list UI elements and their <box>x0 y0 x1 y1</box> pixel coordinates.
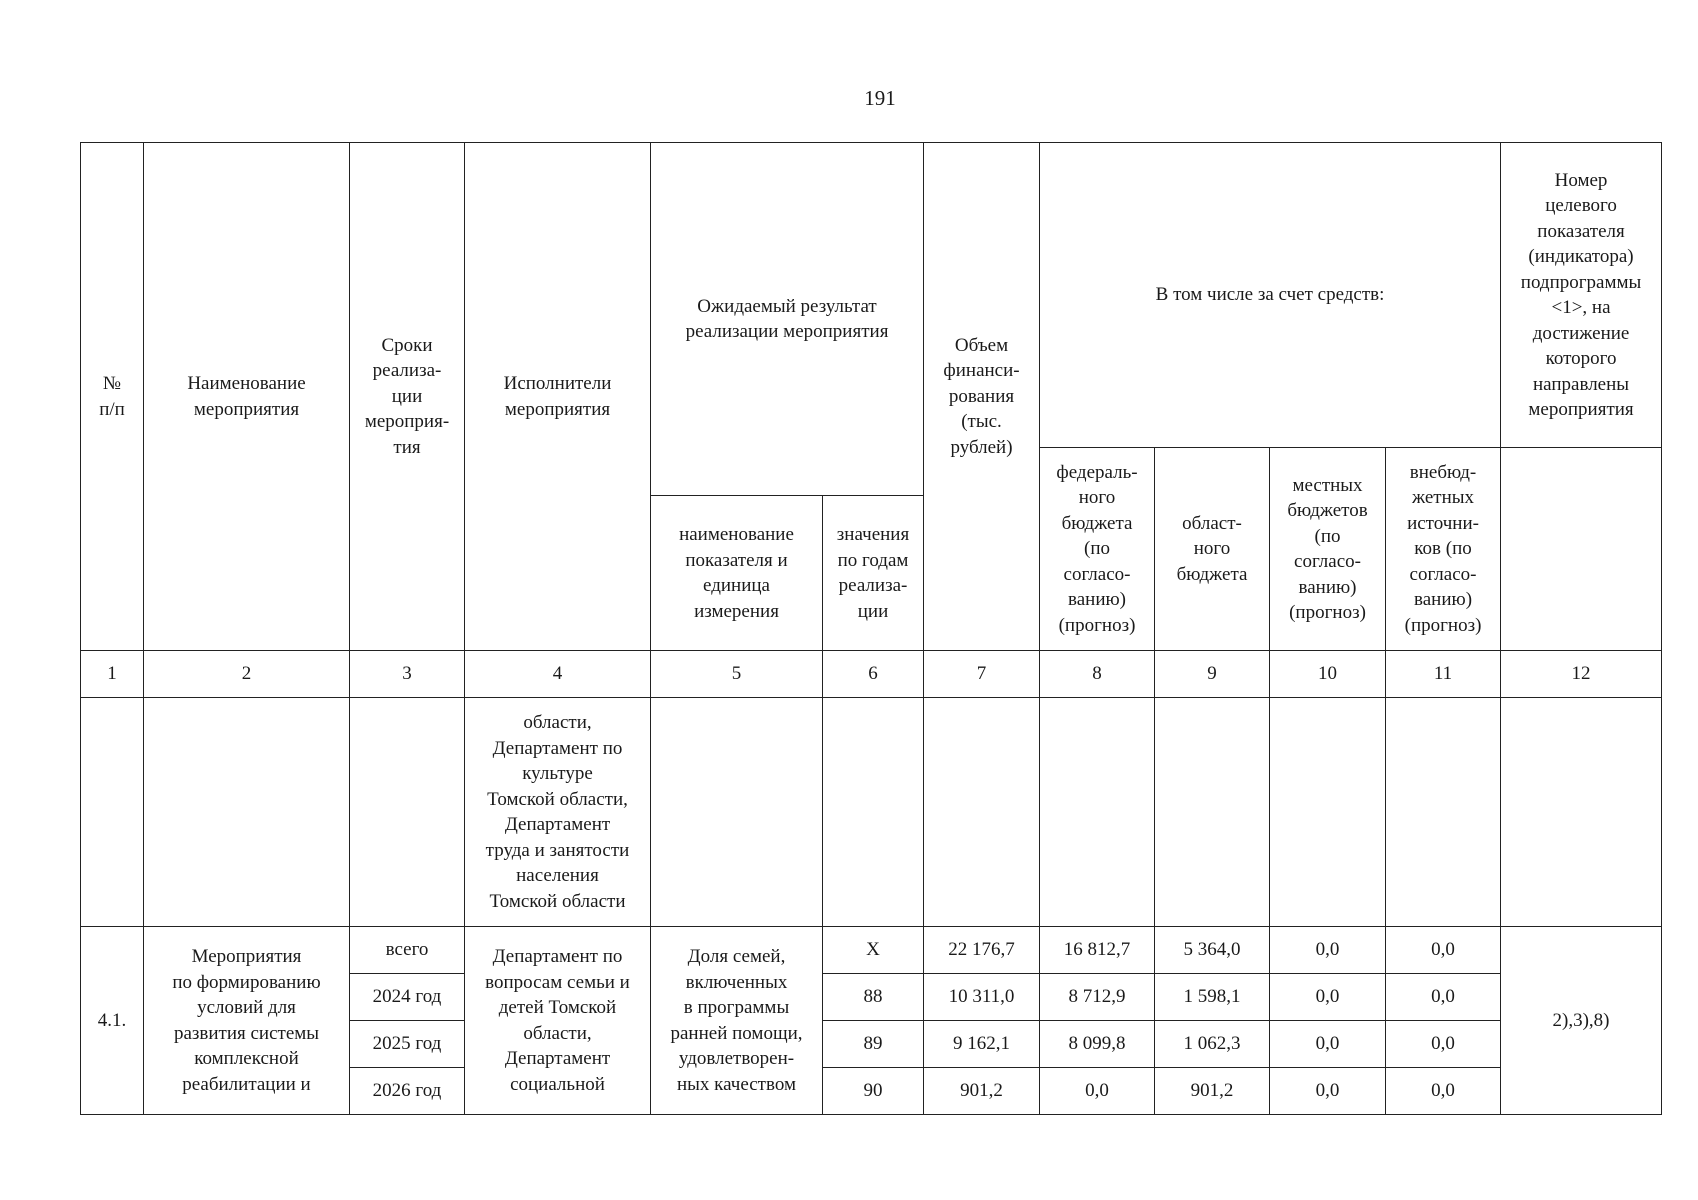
col-number: 11 <box>1386 651 1501 698</box>
item-volume: 22 176,7 <box>924 927 1040 974</box>
item-volume: 9 162,1 <box>924 1021 1040 1068</box>
header-regional: област- ного бюджета <box>1155 448 1270 651</box>
program-table <box>80 142 1662 1115</box>
header-terms: Сроки реализа- ции мероприя- тия <box>350 143 465 651</box>
item-value: X <box>823 927 924 974</box>
empty-cell <box>144 698 350 927</box>
item-extra: 0,0 <box>1386 927 1501 974</box>
col-number: 1 <box>81 651 144 698</box>
col-number: 10 <box>1270 651 1386 698</box>
empty-cell <box>651 698 823 927</box>
empty-cell <box>350 698 465 927</box>
empty-cell <box>1155 698 1270 927</box>
col-number: 8 <box>1040 651 1155 698</box>
table-row <box>81 927 1662 974</box>
item-extra: 0,0 <box>1386 1021 1501 1068</box>
header-indicator-name: наименование показателя и единица измерения <box>651 496 823 651</box>
item-volume: 901,2 <box>924 1068 1040 1115</box>
item-period: всего <box>350 927 465 974</box>
col-number: 7 <box>924 651 1040 698</box>
empty-cell <box>1040 698 1155 927</box>
header-num: № п/п <box>81 143 144 651</box>
col-number: 3 <box>350 651 465 698</box>
item-federal: 8 099,8 <box>1040 1021 1155 1068</box>
header-target-empty <box>1501 448 1662 651</box>
header-name: Наименование мероприятия <box>144 143 350 651</box>
item-value: 90 <box>823 1068 924 1115</box>
item-federal: 0,0 <box>1040 1068 1155 1115</box>
item-num: 4.1. <box>81 927 144 1115</box>
col-number: 9 <box>1155 651 1270 698</box>
item-regional: 5 364,0 <box>1155 927 1270 974</box>
empty-cell <box>1270 698 1386 927</box>
empty-cell <box>1501 698 1662 927</box>
header-executors: Исполнители мероприятия <box>465 143 651 651</box>
item-regional: 1 062,3 <box>1155 1021 1270 1068</box>
item-extra: 0,0 <box>1386 1068 1501 1115</box>
header-volume: Объем финанси- рования (тыс. рублей) <box>924 143 1040 651</box>
header-federal: федераль- ного бюджета (по согласо- ванию) (прогноз) <box>1040 448 1155 651</box>
item-name: Мероприятия по формированию условий для развития системы комплексной реабилитации и <box>144 927 350 1115</box>
item-target: 2),3),8) <box>1501 927 1662 1115</box>
item-value: 88 <box>823 974 924 1021</box>
empty-cell <box>1386 698 1501 927</box>
header-target-number: Номер целевого показателя (индикатора) подпрограммы <1>, на достижение которого направлены мероприятия <box>1501 143 1662 448</box>
continuation-row <box>81 698 1662 927</box>
item-regional: 1 598,1 <box>1155 974 1270 1021</box>
col-number: 12 <box>1501 651 1662 698</box>
item-volume: 10 311,0 <box>924 974 1040 1021</box>
col-number: 5 <box>651 651 823 698</box>
column-numbers-row <box>81 651 1662 698</box>
item-period: 2026 год <box>350 1068 465 1115</box>
item-period: 2025 год <box>350 1021 465 1068</box>
item-value: 89 <box>823 1021 924 1068</box>
item-federal: 16 812,7 <box>1040 927 1155 974</box>
header-expected-result: Ожидаемый результат реализации мероприятия <box>651 143 924 496</box>
col-number: 2 <box>144 651 350 698</box>
item-regional: 901,2 <box>1155 1068 1270 1115</box>
item-local: 0,0 <box>1270 927 1386 974</box>
item-local: 0,0 <box>1270 974 1386 1021</box>
page-number: 191 <box>864 86 896 110</box>
header-including: В том числе за счет средств: <box>1040 143 1501 448</box>
item-period: 2024 год <box>350 974 465 1021</box>
empty-cell <box>81 698 144 927</box>
header-row <box>81 143 1662 448</box>
empty-cell <box>823 698 924 927</box>
item-local: 0,0 <box>1270 1021 1386 1068</box>
col-number: 6 <box>823 651 924 698</box>
item-federal: 8 712,9 <box>1040 974 1155 1021</box>
header-local: местных бюджетов (по согласо- ванию) (прогноз) <box>1270 448 1386 651</box>
item-executors: Департамент по вопросам семьи и детей Томской области, Департамент социальной <box>465 927 651 1115</box>
header-indicator-values: значения по годам реализа- ции <box>823 496 924 651</box>
item-extra: 0,0 <box>1386 974 1501 1021</box>
item-local: 0,0 <box>1270 1068 1386 1115</box>
header-extra: внебюд- жетных источни- ков (по согласо- ванию) (прогноз) <box>1386 448 1501 651</box>
continuation-executors: области, Департамент по культуре Томской области, Департамент труда и занятости населения Томской области <box>465 698 651 927</box>
item-indicator: Доля семей, включенных в программы ранней помощи, удовлетворен- ных качеством <box>651 927 823 1115</box>
col-number: 4 <box>465 651 651 698</box>
empty-cell <box>924 698 1040 927</box>
